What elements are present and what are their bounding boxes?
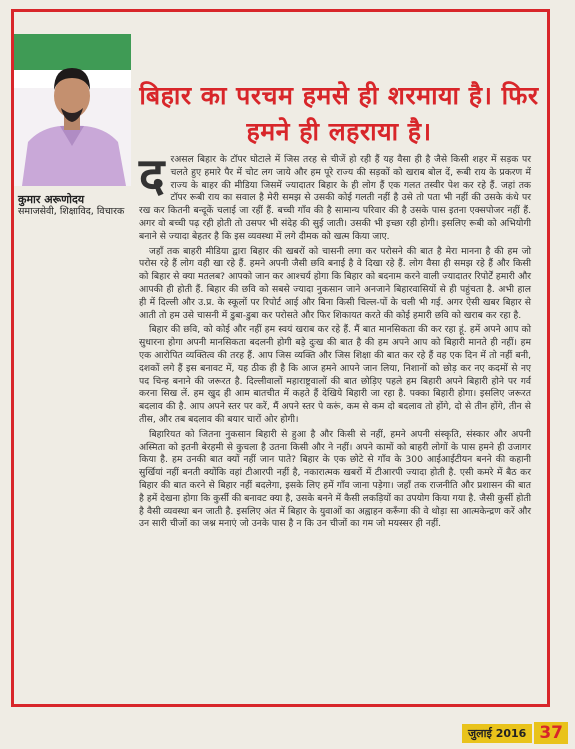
article-paragraph: दरअसल बिहार के टॉपर घोटाले में जिस तरह से चीजें हो रही हैं यह वैसा ही है जैसे किसी शहर में सड़क पर चलते हुए हमारे पैर में चोट लग जाये और हम पूरे राज्य की सड़कों को खराब बोल दें, रूबी राय के प्रकरण में राज्य के बाहर की मीडिया जिसमें ज्यादातर बिहार के ही लोग हैं एक गलत तस्वीर पेश कर रहे हैं. जहां तक टॉपर रूबी राय का सवाल है मेरी समझ से उसकी कोई गलती नहीं है उसे तो पता भी नहीं की उसके कंधे पर रख कर कितनी बन्दूकें चलाई जा रहीं हैं. बच्ची गाँव की है सामान्य परिवार की है उसके पास इतना एक्सपोजर नहीं हैं. अगर वो बच्ची पढ़ रही होती तो उसपर भी संदेह की सुई जाती। उसकी भी इच्छा रही होगी। इसलिए रूबी को अभियोगी बनाने से ज्यादा बेहतर है कि इस व्यवस्था में लगे दीमक को खत्म किया जाए.: [139, 148, 531, 242]
page-footer: [462, 722, 568, 744]
author-portrait-image: [14, 34, 131, 186]
article-paragraph: जहाँ तक बाहरी मीडिया द्वारा बिहार की खबरों को चासनी लगा कर परोसने की बात है मेरा मानना है की हम जो परोस रहे हैं लोग वही खा रहे हैं. हमने अपनी जैसी छवि बनाई है वे दिखा रहे हैं. लोग वैसा ही समझ रहे हैं और किसी को बिहार से क्या मतलब? आपको जान कर आश्चर्य होगा कि बिहार को बदनाम करने वाली ज्यादातर रिपोर्टें हमारी और आपकी ही होती हैं. बिहार की छवि को सबसे ज्यादा नुकसान जाने अनजाने बिहारवासियों से ही पहुंचता है. अभी हाल ही में दिल्ली और उ.प्र. के स्कूलों पर रिपोर्ट आई और बिना किसी चिल्ल-पों के चली भी गई. अगर ऐसी खबर बिहार से आती तो हम उसे चासनी में डुबा-डुबा कर परोसते और फिर शिकायत करते की कोई हमारी छवि को खराब कर रहा है.: [139, 245, 531, 321]
author-description: समाजसेवी, शिक्षाविद, विचारक: [18, 206, 125, 217]
author-photo: [14, 34, 131, 186]
drop-cap: द: [139, 148, 165, 204]
issue-month: जुलाई 2016: [462, 724, 532, 743]
author-info: [18, 193, 133, 218]
article-paragraph: बिहार की छवि, को कोई और नहीं हम स्वयं खराब कर रहे हैं. मैं बात मानसिकता की कर रहा हूं. हमें अपने आप को सुधारना होगा अपनी मानसिकता बदलनी होगी बड़े दुःख की बात है की हम अपने आप को बिहारी मानते ही नहीं। हम एक आरोपित व्यक्तित्व की तरह हैं. आप जिस व्यक्ति और जिस शिक्षा की बात कर रहे हैं वह एक दिन में तो नहीं बनी, दशकों लगे हैं इस बनावट में, यह ठीक ही है कि आज हमने आपने जान लिया, निशानों को छोड़ कर नए कदमों से नए पद चिन्ह बनाने की जरूरत है. दिल्लीवालों महाराष्ट्रवालों की बात छोड़िए पहले हम बिहारी अपने बिहारी होने पर गर्व करना सिख लें. हम खुद ही आम बातचीत में कहते हैं देखिये बिहारी जा रहा है. पक्का बिहारी होगा। इसलिए जरूरत बदलाव की है. आप अपने स्तर पर करें, मैं अपने स्तर पे करूं, कम से कम दो बदलाव तो होंगे, दो से तीन होंगे, तीन से तीस, और तब बदलाव की बयार चारों ओर होगी।: [139, 324, 531, 425]
author-name: कुमार अरूणोदय: [18, 193, 85, 206]
article-body: [139, 148, 531, 533]
article-paragraph: बिहारियत को जितना नुकसान बिहारी से हुआ है और किसी से नहीं, हमने अपनी संस्कृति, संस्कार और अपनी अस्मिता को इतनी बेरहमी से कुचला है उतना किसी और ने नहीं। अपने कामों को बाहरी लोगों के पास हमने ही उजागर किया है. हम उनकी बात क्यों नहीं जान पाते? बिहार के एक छोटे से गाँव के 300 आईआईटीयन बनने की कहानी सुर्खियां नहीं बनती क्योंकि वहां टीआरपी नहीं है, नकारात्मक खबरों में टीआरपी ज्यादा होती है. एसी कमरे में बैठ कर बिहार की बात करने से बिहार नहीं बदलेगा, इसके लिए हमें गाँव जाना पड़ेगा। जहाँ तक राजनीति और प्रशासन की बात है हमें देखना होगा कि कुर्सी की बनावट क्या है, उसके बनने में कैसी लकड़ियों का उपयोग किया गया है. जैसी कुर्सी होती है वैसी व्यवस्था बन जाती है. इसलिए अंत में बिहार के युवाओं का अह्वाहन करूँगा की वे थोड़ा सा आत्मकेन्द्रण करें और उन सारी चीजों का जश्न मनाएं जो उनके पास है न कि उन चीजों का गम जो मयस्सर ही नहीं.: [139, 428, 531, 530]
page-number: 37: [534, 722, 568, 744]
article-headline: बिहार का परचम हमसे ही शरमाया है। फिर हमने ही लहराया है।: [139, 81, 539, 146]
